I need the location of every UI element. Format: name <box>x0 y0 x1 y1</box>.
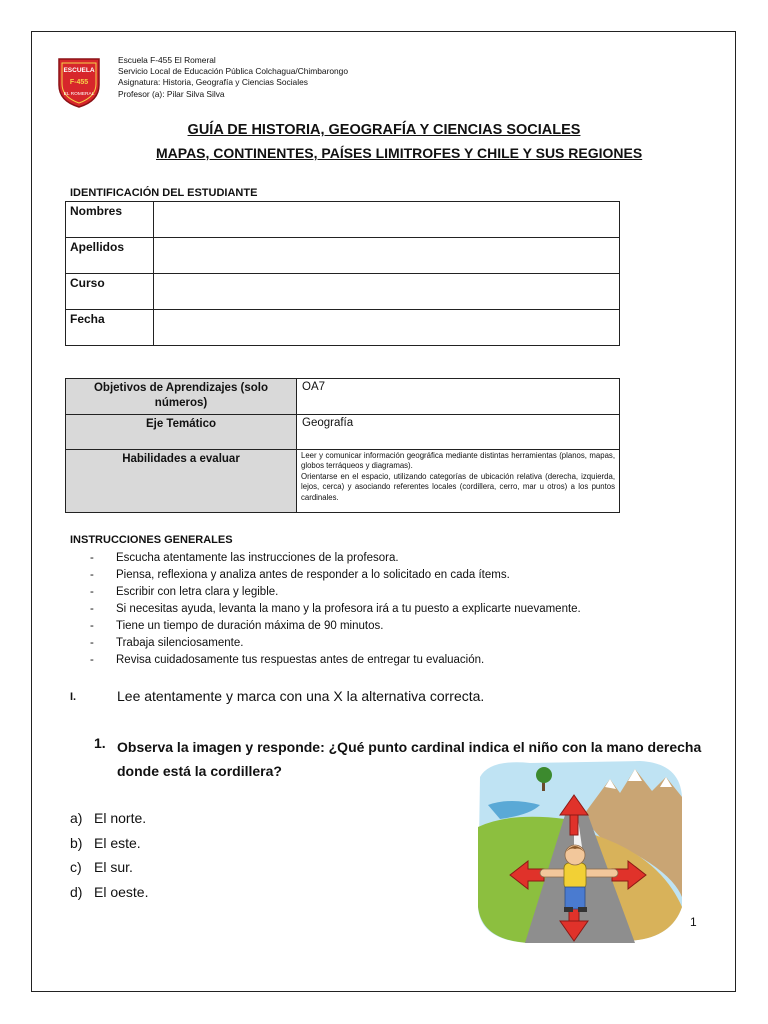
instruction-text: Escucha atentamente las instrucciones de la profesora. <box>116 552 399 564</box>
shield-logo-icon <box>56 55 102 109</box>
table-row <box>66 415 620 450</box>
habilidades-value <box>297 450 620 513</box>
option-letter: c) <box>70 859 82 875</box>
habilidades-label: Habilidades a evaluar <box>66 450 297 513</box>
field-label-curso: Curso <box>66 274 154 310</box>
instructions-list <box>90 550 581 669</box>
list-item: - Trabaja silenciosamente. <box>90 637 244 649</box>
objectives-table <box>65 378 620 513</box>
option-letter: b) <box>70 834 83 851</box>
field-label-fecha: Fecha <box>66 310 154 346</box>
table-row <box>66 450 620 513</box>
question-text: Observa la imagen y responde: ¿Qué punto cardinal indica el niño con la mano derecha donde está la cordillera? <box>117 739 702 779</box>
instruction-text: Piensa, reflexiona y analiza antes de responder a lo solicitado en cada ítems. <box>116 569 510 581</box>
list-item: - Tiene un tiempo de duración máxima de 90 minutos. <box>90 620 384 632</box>
option-text: El este. <box>94 834 141 851</box>
table-row <box>66 202 620 238</box>
part-marker: I. <box>70 691 77 703</box>
list-item: - Piensa, reflexiona y analiza antes de responder a lo solicitado en cada ítems. <box>90 569 510 581</box>
guide-subtitle-text: MAPAS, CONTINENTES, PAÍSES LIMITROFES Y CHILE Y SUS REGIONES <box>156 145 643 161</box>
orientation-illustration <box>470 757 688 945</box>
instruction-text: Tiene un tiempo de duración máxima de 90 minutos. <box>116 620 384 632</box>
student-id-table <box>65 201 620 346</box>
option-text: El norte. <box>94 810 147 826</box>
option-text: El oeste. <box>94 883 149 900</box>
field-input-curso[interactable] <box>154 274 620 310</box>
part-instruction: Lee atentamente y marca con una X la alternativa correcta. <box>117 688 485 704</box>
oa-value: OA7 <box>297 379 620 415</box>
option-a[interactable] <box>70 806 148 831</box>
field-label-nombres: Nombres <box>66 202 154 238</box>
student-id-heading: IDENTIFICACIÓN DEL ESTUDIANTE <box>70 187 258 199</box>
table-row <box>66 238 620 274</box>
teacher-line: Profesor (a): Pilar Silva Silva <box>118 88 225 99</box>
option-b[interactable] <box>70 831 148 856</box>
school-header <box>118 55 348 100</box>
option-letter: d) <box>70 883 83 900</box>
eje-label: Eje Temático <box>66 415 297 450</box>
oa-label: Objetivos de Aprendizajes (solo números) <box>66 379 297 415</box>
habilidad-1: Leer y comunicar información geográfica mediante distintas herramientas (planos, mapas, globos terráqueos y diagramas). <box>301 451 615 471</box>
subject-line: Asignatura: Historia, Geografía y Ciencias Sociales <box>118 77 308 88</box>
table-row <box>66 310 620 346</box>
field-input-fecha[interactable] <box>154 310 620 346</box>
table-row <box>66 274 620 310</box>
guide-subtitle <box>118 145 738 161</box>
table-row <box>66 379 620 415</box>
field-input-apellidos[interactable] <box>154 238 620 274</box>
page-number: 1 <box>690 915 697 929</box>
habilidad-2: Orientarse en el espacio, utilizando categorías de ubicación relativa (derecha, izquierda, lejos, cerca) y asociando referentes locales (cordillera, cerro, mar u otros) a los puntos cardinales. <box>301 471 615 502</box>
option-text: El sur. <box>94 859 133 875</box>
list-item: - Escribir con letra clara y legible. <box>90 586 279 598</box>
education-service: Servicio Local de Educación Pública Colchagua/Chimbarongo <box>118 66 348 77</box>
logo-mid-text: F-455 <box>69 79 89 86</box>
option-d[interactable] <box>70 880 148 905</box>
eje-value: Geografía <box>297 415 620 450</box>
option-letter: a) <box>70 810 83 826</box>
logo-top-text: ESCUELA <box>63 67 95 74</box>
instruction-text: Si necesitas ayuda, levanta la mano y la profesora irá a tu puesto a explicarte nuevamente. <box>116 603 581 615</box>
field-input-nombres[interactable] <box>154 202 620 238</box>
school-logo <box>56 55 102 109</box>
list-item: - Revisa cuidadosamente tus respuestas antes de entregar tu evaluación. <box>90 654 485 666</box>
instructions-heading: INSTRUCCIONES GENERALES <box>70 534 233 546</box>
field-label-apellidos: Apellidos <box>66 238 154 274</box>
guide-title: GUÍA DE HISTORIA, GEOGRAFÍA Y CIENCIAS SOCIALES <box>187 122 581 138</box>
answer-options <box>70 806 148 904</box>
logo-bottom-text: EL ROMERAL <box>63 92 95 97</box>
instruction-text: Escribir con letra clara y legible. <box>116 586 279 598</box>
list-item: - Escucha atentamente las instrucciones de la profesora. <box>90 552 399 564</box>
option-c[interactable] <box>70 855 148 880</box>
list-item: - Si necesitas ayuda, levanta la mano y la profesora irá a tu puesto a explicarte nuevamente. <box>90 603 581 615</box>
school-name: Escuela F-455 El Romeral <box>118 55 216 65</box>
instruction-text: Trabaja silenciosamente. <box>116 637 244 649</box>
instruction-text: Revisa cuidadosamente tus respuestas antes de entregar tu evaluación. <box>116 654 485 666</box>
question-number: 1. <box>94 735 106 751</box>
